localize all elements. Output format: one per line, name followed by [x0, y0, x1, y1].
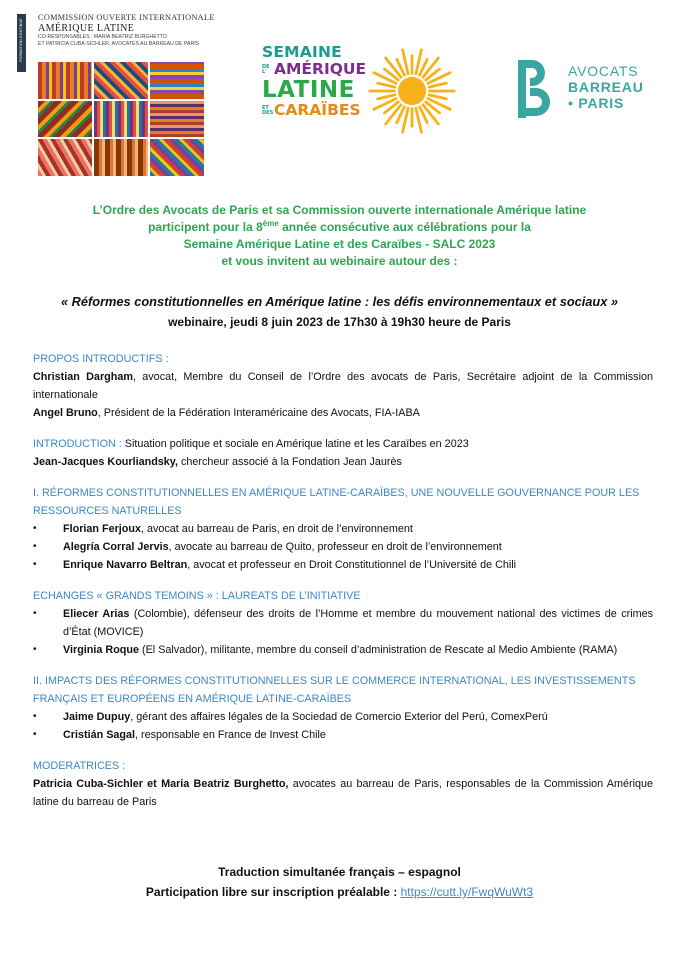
speaker-name: Virginia Roque: [63, 644, 139, 656]
speaker-description: (El Salvador), militante, membre du conseil d’administration de Rescate al Medio Ambiente (RAMA): [139, 644, 618, 656]
introduction-section: [33, 435, 653, 471]
speaker-description: chercheur associé à la Fondation Jean Jaurès: [178, 456, 402, 468]
speaker-entry: [33, 404, 653, 422]
speaker-name: Enrique Navarro Beltran: [63, 559, 188, 571]
speaker-name: Florian Ferjoux: [63, 523, 141, 535]
avocats-barreau-paris-logo: [512, 58, 662, 120]
speaker-description: , avocat et professeur en Droit Constitutionnel de l’Université de Chili: [187, 559, 517, 571]
avocats-line3: • PARIS: [568, 95, 625, 111]
speaker-description: , avocat, Membre du Conseil de l’Ordre des avocats de Paris, Secrétaire adjoint de la Commission internationale: [33, 371, 653, 401]
commission-line3: CO-RESPONSABLES : MARIA BEATRIZ BURGHETTO: [38, 34, 167, 40]
speaker-description: , avocat au barreau de Paris, en droit de l’environnement: [141, 523, 413, 535]
bullet-item: [33, 605, 653, 641]
section-heading: ECHANGES « GRANDS TEMOINS » : LAUREATS DE L’INITIATIVE: [33, 590, 361, 602]
speaker-description: , gérant des affaires légales de la Sociedad de Comercio Exterior del Perú, ComexPerú: [130, 711, 548, 723]
speaker-name: Jean-Jacques Kourliandsky,: [33, 456, 179, 468]
formation-continue-label: FORMATION CONTINUE: [19, 18, 23, 62]
speaker-name: Eliecer Arias: [63, 608, 130, 620]
bullet-item: [33, 726, 653, 744]
speaker-description: , Président de la Fédération Interaméricaine des Avocats, FIA-IABA: [97, 407, 420, 419]
section-2: [33, 672, 653, 744]
webinar-date: webinaire, jeudi 8 juin 2023 de 17h30 à 19h30 heure de Paris: [168, 315, 511, 329]
semaine-amerique-latine-logo: [262, 44, 462, 140]
footer: [20, 862, 659, 902]
program: [33, 350, 653, 824]
textile-photo: [94, 101, 148, 138]
translation-note: Traduction simultanée français – espagnol: [218, 865, 461, 879]
bullet-icon: •: [33, 523, 37, 534]
invitation-intro: [20, 202, 659, 270]
sun-ray: [378, 83, 395, 87]
registration-link[interactable]: https://cutt.ly/FwqWuWt3: [400, 885, 534, 899]
bullet-item: [33, 538, 653, 556]
participation-text: Participation libre sur inscription préalable :: [145, 885, 401, 899]
sun-ray: [429, 83, 446, 87]
moderator-description: avocates au barreau de Paris, responsables de la Commission Amérique latine du barreau de Paris: [33, 778, 653, 808]
textile-photo: [38, 101, 92, 138]
commission-title-block: [38, 13, 228, 48]
webinar-theme-title: « Réformes constitutionnelles en Amérique latine : les défis environnementaux et sociaux »: [60, 294, 619, 309]
speaker-description: (Colombie), défenseur des droits de l’Homme et membre du mouvement national des victimes de crimes d’État (MOVICE): [63, 608, 653, 638]
echanges-section: [33, 587, 653, 659]
logo-word-semaine: SEMAINE: [262, 43, 342, 61]
commission-line1: COMMISSION OUVERTE INTERNATIONALE: [38, 13, 215, 22]
section-heading: PROPOS INTRODUCTIFS :: [33, 353, 169, 365]
formation-continue-tab: [17, 14, 26, 72]
section-heading: II. IMPACTS DES RÉFORMES CONSTITUTIONNELLES SUR LE COMMERCE INTERNATIONAL, LES INVESTISSEMENTS FRANÇAIS ET EUROPÉENS EN AMÉRIQUE LATINE-CARAÏBES: [33, 675, 636, 705]
bullet-icon: •: [33, 729, 37, 740]
introduction-topic-text: Situation politique et sociale en Amérique latine et les Caraïbes en 2023: [121, 438, 469, 450]
bullet-item: [33, 556, 653, 574]
speaker-name: Jaime Dupuy: [63, 711, 131, 723]
bullet-item: [33, 708, 653, 726]
section-heading: INTRODUCTION :: [33, 438, 122, 450]
intro-line1: L’Ordre des Avocats de Paris et sa Commission ouverte internationale Amérique latine: [92, 203, 587, 217]
introduction-topic: [33, 435, 653, 453]
textile-photo: [38, 62, 92, 99]
textile-photo: [94, 139, 148, 176]
bullet-item: [33, 641, 653, 659]
barreau-b-logo-icon: [512, 58, 560, 120]
moderatrices-section: [33, 757, 653, 811]
textile-photo-collage: [38, 62, 204, 176]
textile-photo: [150, 139, 204, 176]
logo-word-amerique: AMÉRIQUE: [274, 60, 367, 78]
bullet-icon: •: [33, 559, 37, 570]
intro-line2-post: année consécutive aux célébrations pour la: [278, 220, 531, 234]
logo-word-et-des: ET DES: [262, 104, 274, 116]
textile-photo: [38, 139, 92, 176]
moderator-names: Patricia Cuba-Sichler et Maria Beatriz Burghetto,: [33, 778, 289, 790]
bullet-icon: •: [33, 608, 37, 619]
sun-ray: [429, 95, 446, 99]
commission-line4: ET PATRICIA CUBA-SICHLER, AVOCATES AU BARREAU DE PARIS: [38, 41, 200, 47]
sun-icon: [368, 47, 456, 135]
bullet-icon: •: [33, 711, 37, 722]
section-1: [33, 484, 653, 574]
commission-line2: AMÉRIQUE LATINE: [38, 23, 135, 34]
bullet-icon: •: [33, 541, 37, 552]
textile-photo: [150, 62, 204, 99]
speaker-name: Alegría Corral Jervis: [63, 541, 169, 553]
intro-line4: et vous invitent au webinaire autour des :: [221, 254, 458, 268]
avocats-line2: BARREAU: [568, 79, 644, 95]
textile-photo: [150, 101, 204, 138]
participation-note: [20, 882, 659, 902]
moderators-entry: [33, 775, 653, 811]
logo-word-caraibes: CARAÏBES: [274, 101, 361, 119]
section-heading: MODERATRICES :: [33, 760, 126, 772]
intro-line2-pre: participent pour la 8: [148, 220, 263, 234]
logo-word-latine: LATINE: [262, 77, 355, 103]
speaker-name: Christian Dargham: [33, 371, 133, 383]
intro-line2-sup: ème: [262, 219, 279, 228]
speaker-description: , avocate au barreau de Quito, professeur en droit de l’environnement: [168, 541, 502, 553]
speaker-entry: [33, 368, 653, 404]
bullet-icon: •: [33, 644, 37, 655]
avocats-line1: AVOCATS: [568, 63, 639, 79]
intro-line2: [20, 219, 659, 236]
intro-line3: Semaine Amérique Latine et des Caraïbes - SALC 2023: [183, 237, 496, 251]
propos-introductifs-section: [33, 350, 653, 422]
logo-word-de: DE L': [262, 63, 270, 75]
textile-photo: [94, 62, 148, 99]
speaker-entry: [33, 453, 653, 471]
speaker-description: , responsable en France de Invest Chile: [135, 729, 326, 741]
bullet-item: [33, 520, 653, 538]
speaker-name: Angel Bruno: [33, 407, 98, 419]
speaker-name: Cristián Sagal: [63, 729, 136, 741]
section-heading: I. RÉFORMES CONSTITUTIONNELLES EN AMÉRIQUE LATINE-CARAÏBES, UNE NOUVELLE GOUVERNANCE POUR LES RESSOURCES NATURELLES: [33, 487, 640, 517]
sun-ray: [378, 95, 395, 99]
